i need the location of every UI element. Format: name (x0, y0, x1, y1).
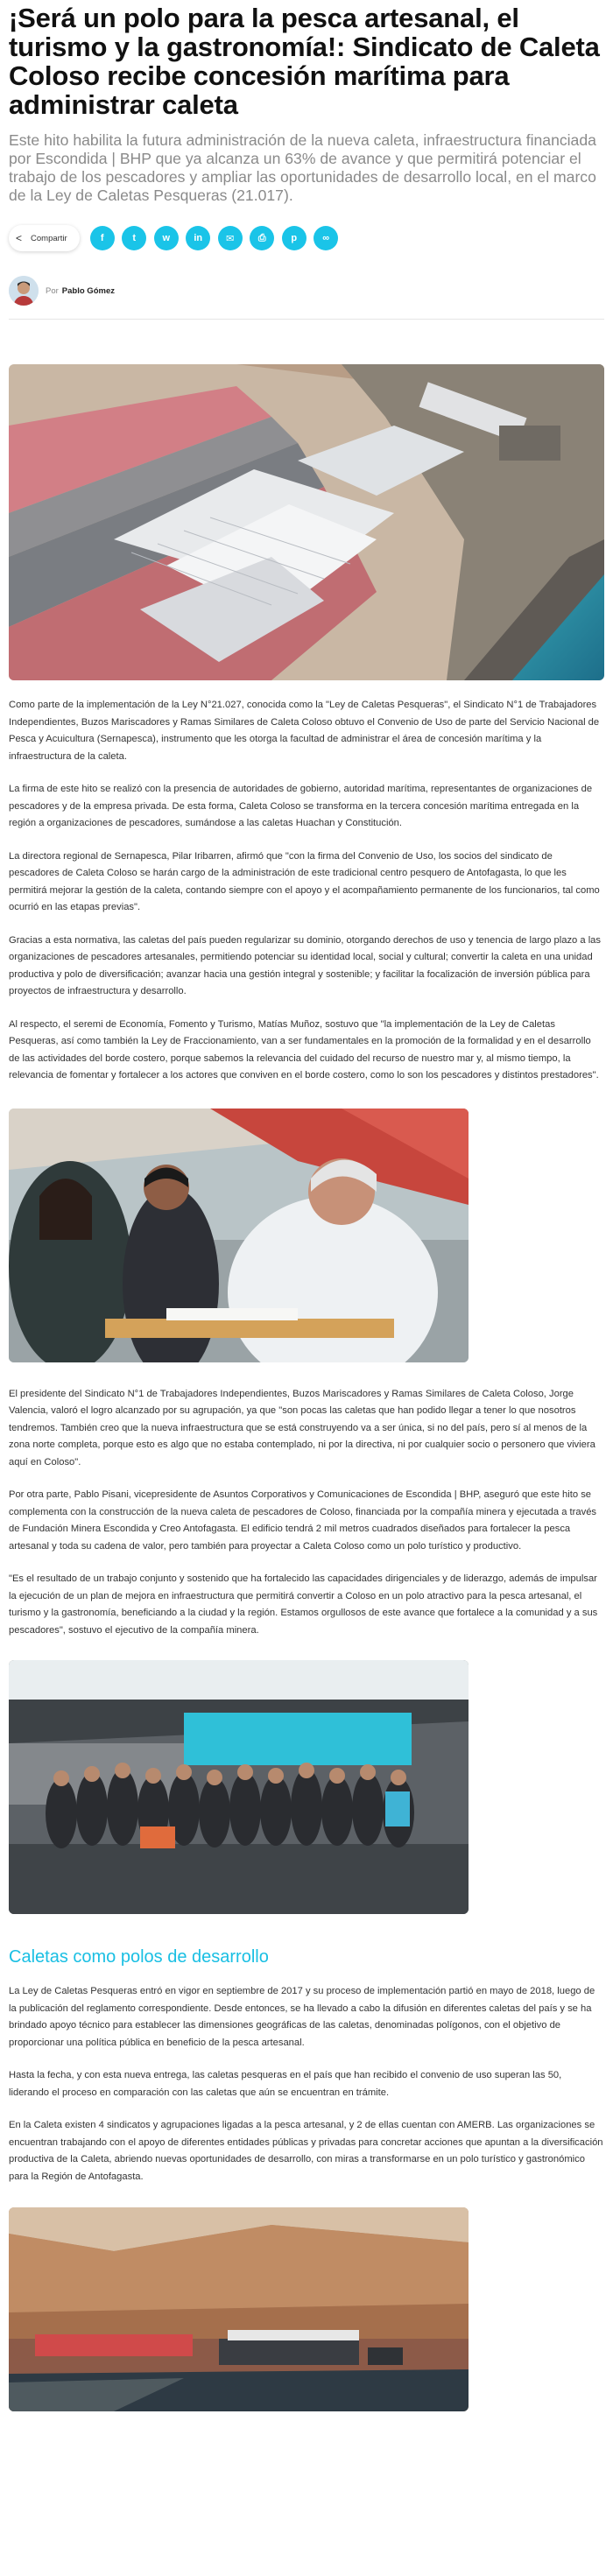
twitter-icon[interactable]: t (122, 226, 146, 250)
share-button[interactable] (9, 225, 80, 251)
facebook-icon[interactable]: f (90, 226, 115, 250)
paragraph-6: El presidente del Sindicato N°1 de Trabajadores Independientes, Buzos Mariscadores y Ramas Similares de Caleta Coloso, Jorge Valencia, valoró el logro alcanzado por su agrupación, ya que "son pocas las caletas que han podido llegar a tener lo que nosotros tendremos. También creo que la nueva infraestructura que se está construyendo va a ser única, si no del país, pero sí al menos de la zona norte completa, porque esto es algo que no estaba contemplado, ni por la directiva, ni por cualquier socio o personero que viviera aquí en Coloso". (9, 1388, 595, 1467)
article-title: ¡Será un polo para la pesca artesanal, el turismo y la gastronomía!: Sindicato de Caleta Coloso recibe concesión marítima para administrar caleta (9, 3, 600, 120)
author-name[interactable]: Pablo Gómez (61, 285, 115, 296)
whatsapp-icon[interactable]: w (154, 226, 179, 250)
section-heading: Caletas como polos de desarrollo (9, 1947, 269, 1967)
linkedin-icon[interactable]: in (186, 226, 210, 250)
aerial-caleta-photo (9, 364, 604, 680)
share-label: Compartir (31, 233, 67, 243)
paragraph-4: Gracias a esta normativa, las caletas del país pueden regularizar su dominio, otorgando derechos de uso y tenencia de largo plazo a las organizaciones de pescadores artesanales, permitiendo potenciar su identidad local, social y cultural; convertir la caleta en una unidad productiva y polo de diversificación; avanzar hacia una gestión integral y sostenible; y facilitar la focalización de inversión pública para proyectos de infraestructura y desarrollo. (9, 934, 602, 996)
paragraph-2: La firma de este hito se realizó con la presencia de autoridades de gobierno, autoridad marítima, representantes de organizaciones de pescadores y de la empresa privada. De esta forma, Caleta Coloso se transforma en la tercera concesión marítima entregada en la región a organizaciones de pescadores, sumándose a las caletas Huachan y Constitución. (9, 784, 593, 828)
divider (9, 319, 604, 320)
paragraph-3: La directora regional de Sernapesca, Pilar Iribarren, afirmó que "con la firma del Convenio de Uso, los socios del sindicato de pescadores de Caleta Coloso se harán cargo de la administración de este tradicional centro pesquero de Antofagasta, lo que les permitirá mejorar la gestión de la caleta, contando siempre con el apoyo y el acompañamiento permanente de los funcionarios, tal como ocurrió en las etapas previas". (9, 850, 600, 912)
pinterest-icon[interactable]: p (282, 226, 306, 250)
paragraph-7: Por otra parte, Pablo Pisani, vicepresidente de Asuntos Corporativos y Comunicaciones de Escondida | BHP, aseguró que este hito se complementa con la construcción de la nueva caleta de pescadores de Coloso, financiada por la compañía minera y ejecutada a través de Fundación Minera Escondida y Creo Antofagasta. El edificio tendrá 2 mil metros cuadrados diseñados para fortalecer la pesca artesanal y toda su cadena de valor, pero también para proyectar a Caleta Coloso como un polo turístico y productivo. (9, 1489, 597, 1552)
paragraph-1: Como parte de la implementación de la Ley N°21.027, conocida como la "Ley de Caletas Pesqueras", el Sindicato N°1 de Trabajadores Independientes, Buzos Mariscadores y Ramas Similares de Caleta Coloso obtuvo el Convenio de Uso de parte del Servicio Nacional de Pesca y Acuicultura (Sernapesca), instrumento que les otorga la facultad de administrar el área de concesión marítima y la infraestructura de la caleta. (9, 700, 600, 762)
print-icon[interactable]: ⎙ (250, 226, 274, 250)
paragraph-8: "Es el resultado de un trabajo conjunto y sostenido que ha fortalecido las capacidades dirigenciales y de liderazgo, además de impulsar la ejecución de un plan de mejora en infraestructura que permitirá convertir a Coloso en un polo atractivo para la pesca artesanal, el turismo y la gastronomía, beneficiando a la ciudad y la región. Estamos orgullosos de este avance que fortalece a la comunidad y a sus pescadores", sostuvo el ejecutivo de la compañía minera. (9, 1573, 598, 1636)
article-subtitle: Este hito habilita la futura administración de la nueva caleta, infraestructura financiada por Escondida | BHP que ya alcanza un 63% de avance y que permitirá potenciar el trabajo de los pescadores y ampliar las oportunidades de desarrollo local, en el marco de la Ley de Caletas Pesqueras (21.017). (9, 131, 596, 204)
share-icon: < (16, 232, 23, 244)
avatar (9, 276, 39, 306)
paragraph-10: Hasta la fecha, y con esta nueva entrega, las caletas pesqueras en el país que han recibido el convenio de uso superan las 50, liderando el proceso en comparación con las caletas que aún se encuentran en trámite. (9, 2070, 562, 2098)
author-line (9, 273, 604, 308)
caleta-coast-photo (9, 2207, 469, 2411)
group-photo (9, 1660, 469, 1914)
copy-link-icon[interactable]: ∞ (314, 226, 338, 250)
share-bar (9, 222, 604, 254)
email-icon[interactable]: ✉ (218, 226, 243, 250)
signing-ceremony-photo (9, 1109, 469, 1362)
paragraph-11: En la Caleta existen 4 sindicatos y agrupaciones ligadas a la pesca artesanal, y 2 de ellas cuentan con AMERB. Las organizaciones se encuentran trabajando con el apoyo de diferentes entidades públicas y privadas para concretar acciones que apuntan a la diversificación productiva de la Caleta, abriendo nuevas oportunidades de desarrollo, con miras a transformarse en un polo turístico y gastronómico para la Región de Antofagasta. (9, 2120, 603, 2182)
paragraph-9: La Ley de Caletas Pesqueras entró en vigor en septiembre de 2017 y su proceso de implementación partió en mayo de 2018, luego de la publicación del reglamento correspondiente. Desde entonces, se ha llevado a cabo la difusión en diferentes caletas del país y se ha brindado apoyo técnico para establecer las dimensiones geográficas de las caletas, denominadas polígonos, con el objetivo de proporcionar una política pública en beneficio de la pesca artesanal. (9, 1986, 595, 2048)
paragraph-5: Al respecto, el seremi de Economía, Fomento y Turismo, Matías Muñoz, sostuvo que "la implementación de la Ley de Caletas Pesqueras, así como también la Ley de Fraccionamiento, van a ser fundamentales en la promoción de la formalidad y en el desarrollo de las actividades del borde costero, porque sabemos la relevancia del cuidado del recurso de nuestro mar y, al mismo tiempo, la relevancia de fomentar y fortalecer a los actores que conviven en el borde costero, como lo son los pescadores y distintos prestadores". (9, 1018, 599, 1080)
author-prefix: Por (46, 285, 59, 296)
